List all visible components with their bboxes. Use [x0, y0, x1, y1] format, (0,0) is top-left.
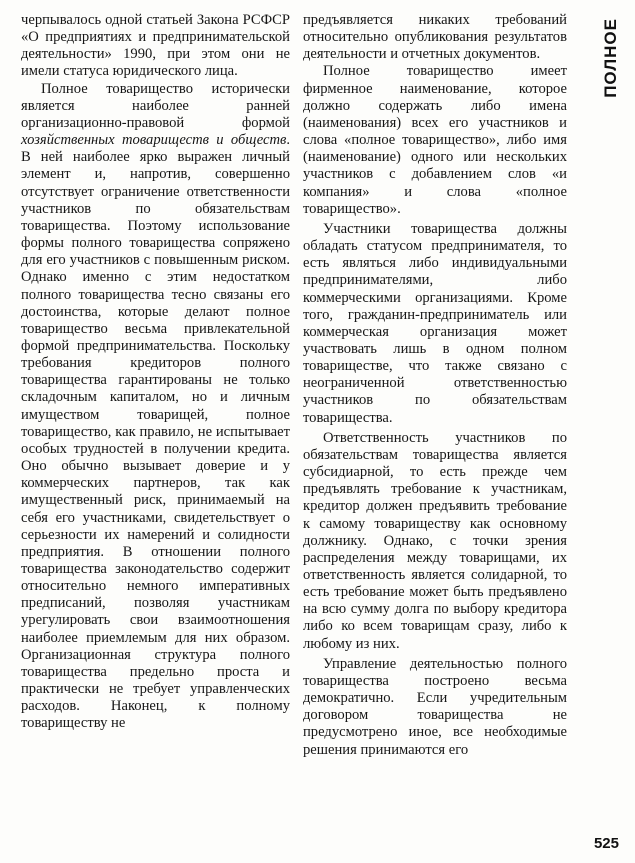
text-column-left — [21, 12, 290, 733]
italic-term: хозяйственных товариществ и обществ — [21, 132, 287, 149]
paragraph: Участники товарищества должны обладать статусом предпринимателя, то есть являться либо индивидуальными предпринимателями, либо коммерческими организациями. Кроме того, гражданин-предприниматель или коммерческая организация может участвовать лишь в одном полном товариществе, что также связано с неограниченной ответственностью участников по обязательствам товарищества. — [303, 220, 567, 426]
running-head: ПОЛНОЕ — [601, 18, 620, 98]
paragraph: Управление деятельностью полного товарищества построено весьма демократично. Если учредительным договором товарищества не предусмотрено иное, все необходимые решения принимаются его — [303, 655, 567, 758]
text-column-right — [303, 12, 567, 759]
page-number: 525 — [593, 835, 619, 852]
paragraph: предъявляется никаких требований относительно опубликования результатов деятельности и отчетных документов. — [303, 12, 567, 63]
paragraph: черпывалось одной статьей Закона РСФСР «О предприятиях и предпринимательской деятельности» 1990, при этом они не имели статуса юридического лица. — [21, 12, 290, 80]
paragraph — [21, 81, 290, 733]
paragraph: Полное товарищество имеет фирменное наименование, которое должно содержать либо имена (наименования) всех его участников и слова «полное товарищество», либо имя (наименование) одного или нескольких участников с добавлением слов «и компания» и слова «полное товарищество». — [303, 63, 567, 217]
paragraph-text: . В ней наиболее ярко выражен личный элемент и, напротив, совершенно отсутствует ограничение ответственности участников по обязательствам товарищества. Поэтому использование формы полного товарищества сопряжено для его участников с повышенным риском. Однако именно с этим недостатком полного товарищества тесно связаны его достоинства, которые делают полное товарищество весьма привлекательной формой предпринимательства. Поскольку требования кредиторов полного товарищества гарантированы не только складочным капиталом, но и личным имуществом товарищей, полное товарищество, как правило, не испытывает особых трудностей в получении кредита. Оно обычно вызывает доверие и у коммерческих партнеров, так как имущественный риск, принимаемый на себя его участниками, свидетельствует о серьезности их намерений и солидности предприятия. В отношении полного товарищества законодательство содержит относительно немного императивных предписаний, позволяя участникам урегулировать свои взаимоотношения наиболее приемлемым для них образом. Организационная структура полного товарищества предельно проста и практически не требует управленческих расходов. Наконец, к полному товариществу не — [21, 132, 290, 732]
paragraph: Ответственность участников по обязательствам товарищества является субсидиарной, то есть прежде чем предъявлять требование к участникам, кредитор должен предъявить требование к самому товариществу как основному должнику. Однако, с точки зрения распределения между товарищами, их ответственность является солидарной, то есть требование может быть предъявлено на всю сумму долга по выбору кредитора либо ко всем товарищам сразу, либо к любому из них. — [303, 429, 567, 652]
paragraph-text: Полное товарищество исторически является наиболее ранней организационно-правовой формой — [21, 80, 290, 131]
